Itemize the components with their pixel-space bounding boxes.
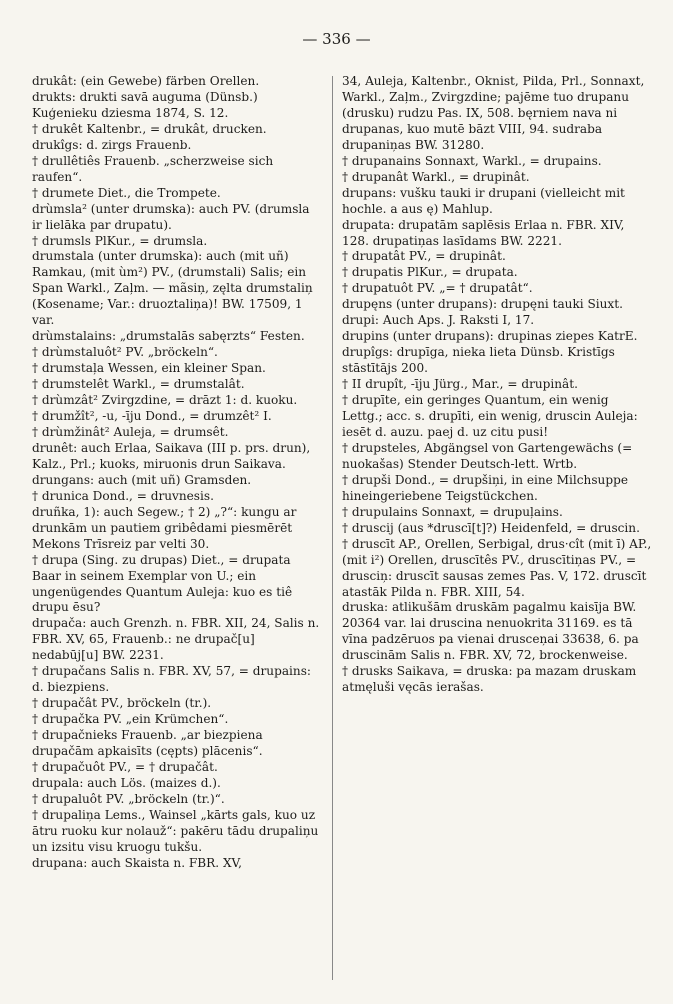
- dictionary-entry: druñka, 1): auch Segew.; † 2) „?“: kungu ar drunkām un pautiem gribêdami piesmērēt Mekons Trīsreiz par velti 30.: [32, 504, 297, 551]
- dictionary-entry: † drumstelêt Warkl., = drumstalât.: [32, 377, 245, 392]
- right-column: [342, 74, 652, 696]
- dictionary-entry: † druscij (aus *druscī[t]?) Heidenfeld, = druscin.: [342, 520, 640, 535]
- dictionary-entry: † drumstaļa Wessen, ein kleiner Span.: [32, 361, 266, 376]
- dictionary-entry: † drumsls PlKur., = drumsla.: [32, 233, 208, 248]
- dictionary-entry: † druscīt AP., Orellen, Serbigal, drus·cît (mit ī) AP., (mit i²) Orellen, druscītês PV., druscītiņas PV., = drusciņ: druscīt sausas zemes Pas. V, 172. druscīt atastāk Pilda n. FBR. XIII, 54.: [342, 536, 652, 599]
- dictionary-entry: † drupanât Warkl., = drupinât.: [342, 169, 530, 184]
- dictionary-entry: drupi: Auch Aps. J. Raksti I, 17.: [342, 313, 535, 328]
- left-column: [32, 74, 322, 872]
- dictionary-entry: † drupatât PV., = drupinât.: [342, 249, 506, 264]
- page-number: — 336 —: [302, 30, 371, 48]
- dictionary-entry: † drupaluôt PV. „bröckeln (tr.)“.: [32, 791, 225, 806]
- dictionary-entry: † drupaliņa Lems., Wainsel „kārts gals, kuo uz ātru ruoku kur nolauž“: pakēru tādu drupaliņu un izsitu visu kruogu tukšu.: [32, 807, 319, 854]
- dictionary-entry: drunêt: auch Erlaa, Saikava (III p. prs. drun), Kalz., Prl.; kuoks, miruonis drun Saikava.: [32, 440, 311, 471]
- dictionary-entry: † drùmstaluôt² PV. „bröckeln“.: [32, 345, 218, 360]
- dictionary-entry: † drumete Diet., die Trompete.: [32, 185, 221, 200]
- dictionary-entry: † drullêtiês Frauenb. „scherzweise sich raufen“.: [32, 153, 274, 184]
- dictionary-entry: drukât: (ein Gewebe) färben Orellen.: [32, 74, 260, 88]
- dictionary-entry: † drunica Dond., = druvnesis.: [32, 488, 214, 503]
- dictionary-entry: † drupačka PV. „ein Krümchen“.: [32, 712, 229, 727]
- dictionary-entry: drupača: auch Grenzh. n. FBR. XII, 24, Salis n. FBR. XV, 65, Frauenb.: ne drupač[u] nedabūj[u] BW. 2231.: [32, 616, 320, 663]
- column-divider: [332, 76, 333, 980]
- dictionary-entry: † drùmžinât² Auleja, = drumsêt.: [32, 424, 229, 439]
- dictionary-entry: drupata: drupatām saplēsis Erlaa n. FBR. XIV, 128. drupatiņas lasīdams BW. 2221.: [342, 217, 625, 248]
- dictionary-entry: † drusks Saikava, = druska: pa mazam druskam atmęluši vęcās ierašas.: [342, 664, 637, 695]
- dictionary-entry: drupala: auch Lös. (maizes d.).: [32, 775, 221, 790]
- dictionary-entry: † drupačât PV., bröckeln (tr.).: [32, 696, 212, 711]
- dictionary-entry: druska: atlikušām druskām pagalmu kaisīja BW. 20364 var. lai druscina nenuokrita 31169. es tā vīna padzēruos pa vienai drusceņai 33638, 6. pa druscinām Salis n. FBR. XV, 72, brockenweise.: [342, 600, 639, 663]
- dictionary-entry: drumstala (unter drumska): auch (mit uñ) Ramkau, (mit ùm²) PV., (drumstali) Salis; ein Span Warkl., Zaļm. — mãsiņ, zęlta drumstaliņ (Kosename; Var.: druoztaliņa)! BW. 17509, 1 var.: [32, 249, 313, 328]
- dictionary-entry: drupans: vušku tauki ir drupani (vielleicht mit hochle. a aus ę) Mahlup.: [342, 185, 625, 216]
- dictionary-entry: drupîgs: drupīga, nieka lieta Dünsb. Kristīgs stāstītājs 200.: [342, 345, 615, 376]
- dictionary-entry: drùmstalains: „drumstalās sabęrzts“ Festen.: [32, 329, 305, 344]
- dictionary-entry: † II drupît, -īju Jürg., Mar., = drupinât.: [342, 377, 578, 392]
- dictionary-entry: drupęns (unter drupans): drupęni tauki Siuxt.: [342, 297, 623, 312]
- dictionary-entry: † drupanains Sonnaxt, Warkl., = drupains.: [342, 153, 602, 168]
- dictionary-entry: drukts: drukti savā auguma (Dünsb.) Kuģenieku dziesma 1874, S. 12.: [32, 89, 258, 120]
- dictionary-entry: † drupsteles, Abgängsel von Gartengewächs (= nuokašas) Stender Deutsch-lett. Wrtb.: [342, 440, 633, 471]
- dictionary-entry: drupins (unter drupans): drupinas ziepes KatrE.: [342, 329, 638, 344]
- dictionary-entry: † drupatis PlKur., = drupata.: [342, 265, 518, 280]
- dictionary-entry: † drupīte, ein geringes Quantum, ein wenig Lettg.; acc. s. drupīti, ein wenig, druscin Auleja: iesēt d. auzu. paej d. uz citu pusi!: [342, 393, 638, 439]
- dictionary-entry: drùmsla² (unter drumska): auch PV. (drumsla ir lielāka par drupatu).: [32, 201, 310, 232]
- dictionary-entry: † drùmzât² Zvirgzdine, = drāzt 1: d. kuoku.: [32, 393, 298, 408]
- dictionary-entry: drungans: auch (mit uñ) Gramsden.: [32, 472, 252, 487]
- dictionary-entry: † drupa (Sing. zu drupas) Diet., = drupata Baar in seinem Exemplar von U.; ein ungenügendes Quantum Auleja: kuo es tiê drupu ēsu?: [32, 552, 293, 615]
- dictionary-entry: † drukêt Kaltenbr., = drukât, drucken.: [32, 121, 267, 136]
- dictionary-entry: † drupačans Salis n. FBR. XV, 57, = drupains: d. biezpiens.: [32, 664, 311, 695]
- dictionary-entry: 34, Auleja, Kaltenbr., Oknist, Pilda, Prl., Sonnaxt, Warkl., Zaļm., Zvirgzdine; pajēme tuo drupanu (drusku) rudzu Pas. IX, 508. bęrniem nava ni drupanas, kuo mutē bāzt VIII, 94. sudraba drupaniņas BW. 31280.: [342, 74, 645, 152]
- dictionary-entry: † drupatuôt PV. „= † drupatât“.: [342, 281, 533, 296]
- dictionary-entry: † drumžît², -u, -īju Dond., = drumzêt² I.: [32, 409, 272, 424]
- dictionary-entry: † drupši Dond., = drupšiņi, in eine Milchsuppe hineingeriebene Teigstückchen.: [342, 472, 628, 503]
- dictionary-entry: drupana: auch Skaista n. FBR. XV,: [32, 855, 243, 870]
- dictionary-entry: † drupačnieks Frauenb. „ar biezpiena drupačām apkaisīts (cępts) plācenis“.: [32, 728, 263, 759]
- dictionary-entry: drukîgs: d. zirgs Frauenb.: [32, 137, 192, 152]
- dictionary-entry: † drupačuôt PV., = † drupačât.: [32, 759, 218, 774]
- dictionary-entry: † drupulains Sonnaxt, = drupuļains.: [342, 504, 563, 519]
